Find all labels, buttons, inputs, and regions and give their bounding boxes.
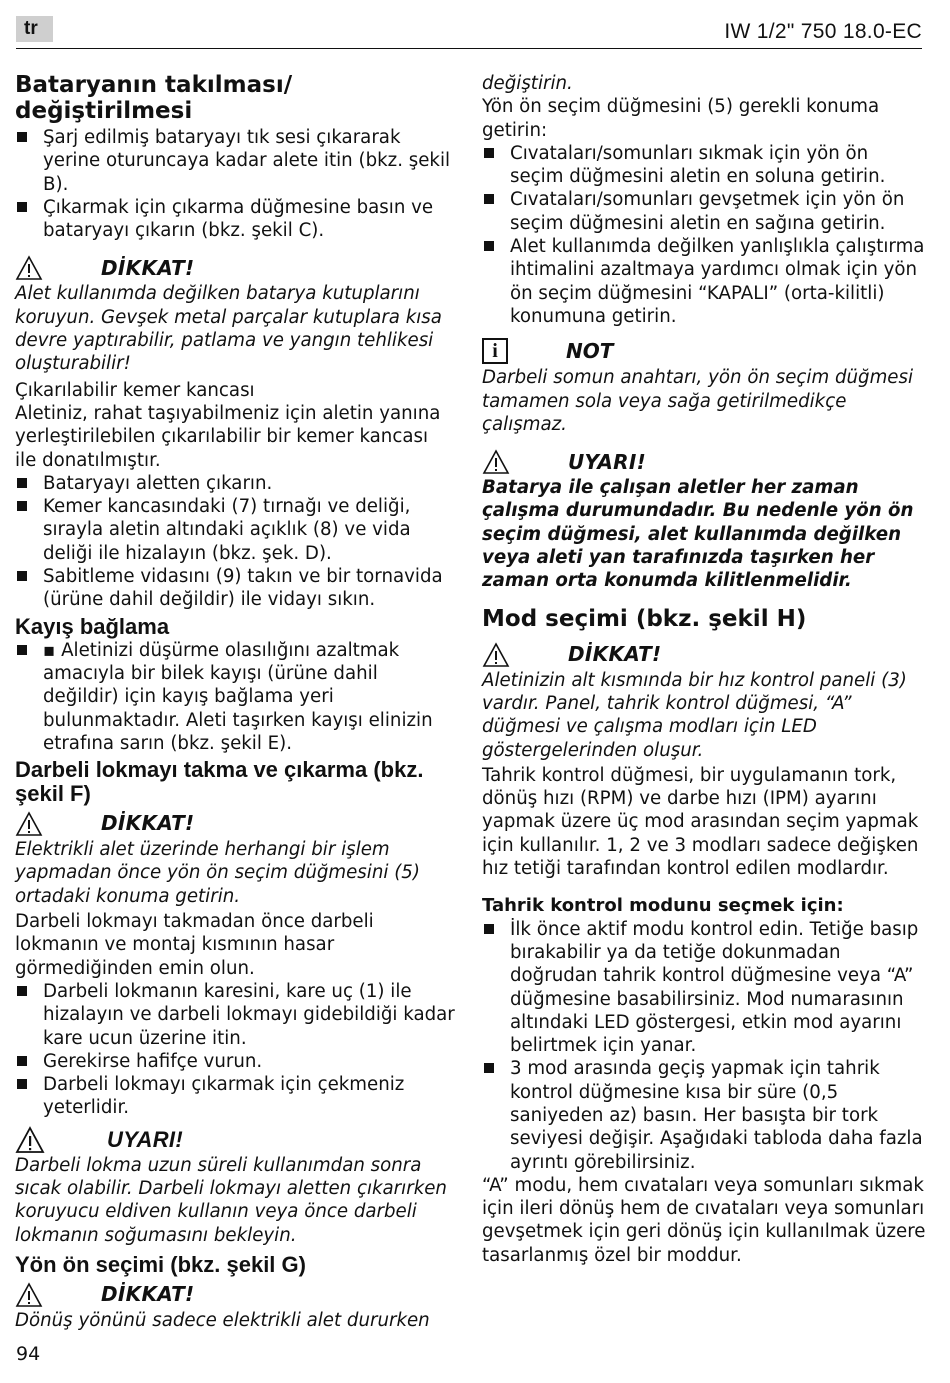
section-title-mode: Mod seçimi (bkz. şekil H) [482, 605, 807, 632]
left-column [15, 72, 455, 1332]
warning-text: Elektrikli alet üzerinde herhangi bir işlem yapmadan önce yön ön seçim düğmesini (5) ortadaki konuma getirin. [15, 839, 420, 907]
page-number: 94 [16, 1343, 41, 1365]
list-item: Çıkarmak için çıkarma düğmesine basın ve bataryayı çıkarın (bkz. şekil C). [15, 196, 455, 243]
info-icon: i [482, 338, 508, 364]
warning-text: Aletinizin alt kısmında bir hız kontrol paneli (3) vardır. Panel, tahrik kontrol düğmesi, “A” düğmesi ve çalışma modları için LED göstergelerinden oluşur. [482, 669, 907, 761]
belt-list [15, 472, 455, 612]
warning-label: UYARI! [568, 449, 647, 474]
socket-list [15, 980, 455, 1120]
list-item: 3 mod arasında geçiş yapmak için tahrik kontrol düğmesine kısa bir süre (0,5 saniyeden az) basın. Her basışta bir tork seviyesi değişir. Aşağıdaki tabloda daha fazla ayrıntı görebilirsiniz. [482, 1057, 926, 1173]
warning-triangle-icon [15, 811, 43, 837]
warning-triangle-icon [482, 449, 510, 475]
warning-triangle-icon [482, 642, 510, 668]
battery-list [15, 126, 455, 242]
list-item: İlk önce aktif modu kontrol edin. Tetiğe basıp bırakabilir ya da tetiğe dokunmadan doğrudan tahrik kontrol düğmesine veya “A” düğmesine basabilirsiniz. Mod numarasının altındaki LED göstergesi, etkin mod ayarını belirtmek için yanar. [482, 918, 926, 1058]
a-mode-text: “A” modu, hem cıvataları veya somunları sıkmak için ileri dönüş hem de cıvataları veya somunları gevşetmek için geri dönüş için kullanılmak üzere tasarlanmış özel bir moddur. [482, 1174, 926, 1266]
mode-text: Tahrik kontrol düğmesi, bir uygulamanın tork, dönüş hızı (RPM) ve darbe hızı (IPM) ayarını yapmak üzere üç mod arasından seçim yapmak için kullanılır. 1, 2 ve 3 modları sadece değişken hız tetiği tarafından kontrol edilen modlardır. [482, 764, 919, 880]
warning-header [15, 1126, 455, 1154]
section-title-battery-2: değiştirilmesi [15, 98, 193, 124]
model-name: IW 1/2" 750 18.0-EC [724, 20, 922, 43]
list-item: Şarj edilmiş bataryayı tık sesi çıkararak yerine oturuncaya kadar alete itin (bkz. şekil B). [15, 126, 455, 196]
warning-triangle-icon [15, 1282, 43, 1308]
list-item: Darbeli lokmanın karesini, kare uç (1) ile hizalayın ve darbeli lokmayı gidebildiği kadar kare ucun üzerine itin. [15, 980, 455, 1050]
direction-list [482, 142, 926, 328]
note-header [482, 336, 926, 366]
warning-header [15, 254, 455, 282]
warning-header [482, 448, 926, 476]
note-text: Darbeli somun anahtarı, yön ön seçim düğmesi tamamen sola veya sağa getirilmedikçe çalışmaz. [482, 367, 914, 435]
list-item: Sabitleme vidasını (9) takın ve bir tornavida (ürüne dahil değildir) ile vidayı sıkın. [15, 565, 455, 612]
list-item: Darbeli lokmayı çıkarmak için çekmeniz yeterlidir. [15, 1073, 455, 1120]
warning-text: Dönüş yönünü sadece elektrikli alet dururken [15, 1309, 430, 1331]
right-column [482, 72, 926, 1267]
continued-text: değiştirin. [482, 73, 573, 94]
list-item: Gerekirse hafifçe vurun. [15, 1050, 455, 1073]
list-item: Cıvataları/somunları gevşetmek için yön ön seçim düğmesini aletin en sağına getirin. [482, 188, 926, 235]
warning-label: DİKKAT! [101, 1282, 195, 1307]
warning-text: Batarya ile çalışan aletler her zaman çalışma durumundadır. Bu nedenle yön ön seçim düğmesi, alet kullanımda değilken veya aleti yan tarafınızda taşırken her zaman orta konumda kilitlenmelidir. [482, 477, 914, 592]
list-item: Kemer kancasındaki (7) tırnağı ve deliği, sırayla aletin altındaki açıklık (8) ve vida deliği ile hizalayın (bkz. şek. D). [15, 495, 455, 565]
warning-header [15, 810, 455, 838]
list-item: Bataryayı aletten çıkarın. [15, 472, 455, 495]
section-title-direction: Yön ön seçimi (bkz. şekil G) [15, 1251, 306, 1277]
warning-label: DİKKAT! [101, 811, 195, 836]
direction-text: Yön ön seçim düğmesini (5) gerekli konuma getirin: [482, 96, 880, 141]
header-rule [16, 48, 922, 49]
warning-text: Darbeli lokma uzun süreli kullanımdan sonra sıcak olabilir. Darbeli lokmayı aletten çıkarırken koruyucu eldiven kullanın veya önce darbeli lokmanın soğumasını bekleyin. [15, 1154, 447, 1246]
belt-text: Aletiniz, rahat taşıyabilmeniz için aletin yanına yerleştirilebilen çıkarılabilir bir kemer kancası ile donatılmıştır. [15, 402, 441, 471]
mode-list [482, 918, 926, 1174]
warning-label: DİKKAT! [568, 641, 662, 666]
warning-text: Alet kullanımda değilken batarya kutuplarını koruyun. Gevşek metal parçalar kutuplara kısa devre yaptırabilir, patlama ve yangın tehlikesi oluşturabilir! [15, 283, 442, 375]
warning-label: UYARI! [107, 1127, 183, 1153]
section-title-socket: Darbeli lokmayı takma ve çıkarma (bkz. şekil F) [15, 757, 424, 807]
warning-header [482, 641, 926, 669]
section-title-strap: Kayış bağlama [15, 613, 170, 639]
list-item: ▪ Aletinizi düşürme olasılığını azaltmak amacıyla bir bilek kayışı (ürüne dahil değildir) için kayış bağlama yeri bulunmaktadır. Aleti taşırken kayışı elinizin etrafına sarın (bkz. şekil E). [15, 639, 455, 755]
list-item: Cıvataları/somunları sıkmak için yön ön seçim düğmesini aletin en soluna getirin. [482, 142, 926, 189]
warning-header [15, 1281, 455, 1309]
list-item: Alet kullanımda değilken yanlışlıkla çalıştırma ihtimalini azaltmaya yardımcı olmak için yön ön seçim düğmesini “KAPALI” (orta-kilitli) konumuna getirin. [482, 235, 926, 328]
socket-text: Darbeli lokmayı takmadan önce darbeli lokmanın ve montaj kısmının hasar görmediğinden emin olun. [15, 911, 374, 979]
subsection-title: Tahrik kontrol modunu seçmek için: [482, 895, 844, 917]
note-label: NOT [566, 338, 614, 363]
section-title-battery: Bataryanın takılması/ [15, 72, 293, 98]
warning-label: DİKKAT! [101, 255, 195, 280]
strap-list [15, 639, 455, 755]
warning-triangle-icon [15, 1126, 45, 1154]
warning-triangle-icon [15, 255, 43, 281]
language-tag: tr [16, 16, 53, 42]
belt-title: Çıkarılabilir kemer kancası [15, 379, 255, 401]
